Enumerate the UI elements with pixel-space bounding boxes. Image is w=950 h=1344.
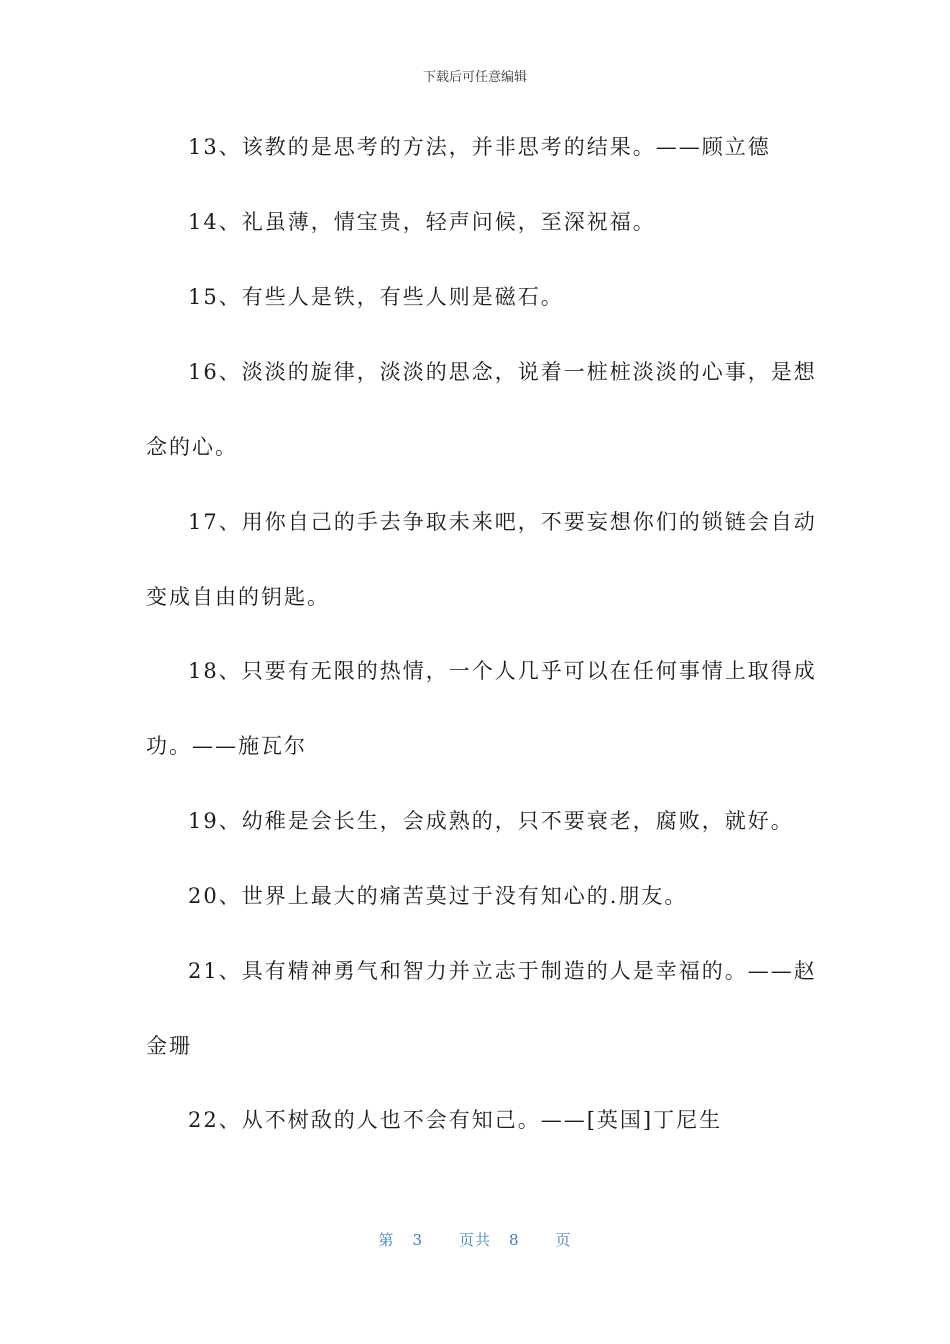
- quote-13: 13、该教的是思考的方法，并非思考的结果。——顾立德: [188, 135, 771, 159]
- footer-total-pages: 8: [509, 1231, 520, 1249]
- quote-20: 20、世界上最大的痛苦莫过于没有知心的.朋友。: [188, 884, 688, 908]
- quote-15: 15、有些人是铁，有些人则是磁石。: [188, 285, 564, 309]
- page-footer: [0, 1229, 950, 1250]
- quote-17-line-2: 变成自由的钥匙。: [146, 585, 330, 609]
- quote-14: 14、礼虽薄，情宝贵，轻声问候，至深祝福。: [188, 210, 656, 234]
- quote-17-line-1: 17、用你自己的手去争取未来吧，不要妄想你们的锁链会自动: [188, 510, 817, 534]
- quote-19: 19、幼稚是会长生，会成熟的，只不要衰老，腐败，就好。: [188, 809, 794, 833]
- quote-21-line-1: 21、具有精神勇气和智力并立志于制造的人是幸福的。——赵: [188, 959, 817, 983]
- footer-prefix: 第: [378, 1231, 395, 1249]
- quote-18-line-2: 功。——施瓦尔: [146, 734, 307, 758]
- quote-21-line-2: 金珊: [146, 1034, 192, 1058]
- footer-suffix: 页: [555, 1231, 572, 1249]
- footer-current-page: 3: [412, 1231, 423, 1249]
- page-header: 下载后可任意编辑: [422, 70, 527, 85]
- quote-18-line-1: 18、只要有无限的热情，一个人几乎可以在任何事情上取得成: [188, 659, 817, 683]
- quote-16-line-1: 16、淡淡的旋律，淡淡的思念，说着一桩桩淡淡的心事，是想: [188, 360, 817, 384]
- quote-16-line-2: 念的心。: [146, 435, 238, 459]
- footer-middle: 页共: [458, 1231, 491, 1249]
- quote-22: 22、从不树敌的人也不会有知己。——[英国]丁尼生: [188, 1108, 723, 1132]
